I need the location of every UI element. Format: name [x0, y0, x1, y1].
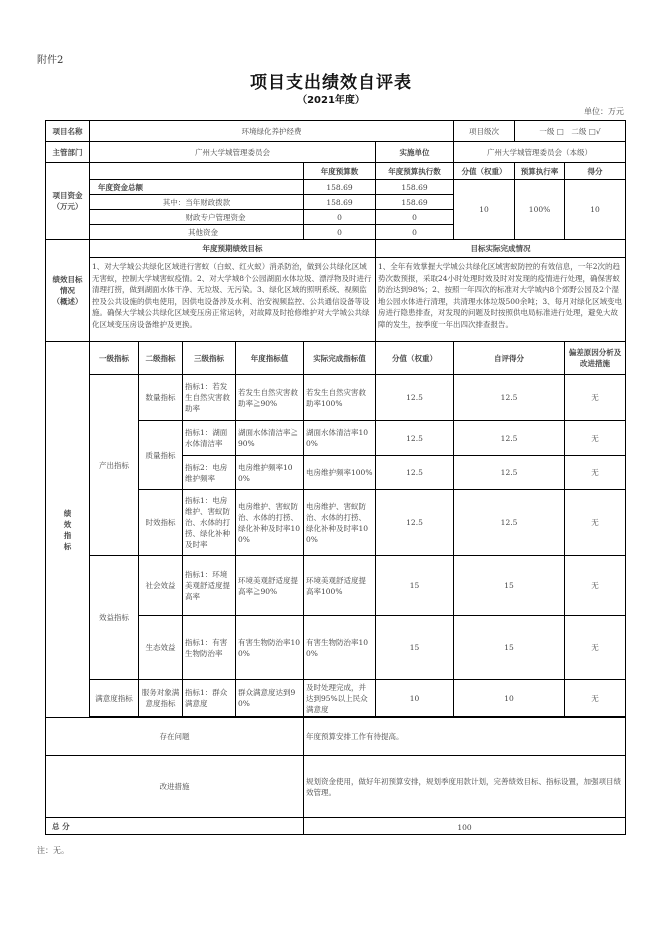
indicator-weight: 12.5 [376, 456, 454, 490]
indicator-actual: 电房维护频率100% [304, 456, 376, 490]
indicator-score: 12.5 [454, 421, 565, 456]
goals-expected-header: 年度预期绩效目标 [90, 240, 376, 258]
indicator-deviation: 无 [565, 421, 626, 456]
indicators-header-level2: 二级指标 [139, 342, 183, 375]
indicator-actual: 若发生自然灾害救助率100% [304, 375, 376, 421]
funds-header-executed: 年度预算执行数 [376, 163, 454, 180]
indicator-target: 群众满意度达到90% [236, 680, 304, 717]
total-label: 总 分 [46, 818, 304, 835]
indicator-level1-output: 产出指标 [90, 375, 139, 556]
dept-row [46, 142, 626, 163]
funds-row-executed: 0 [376, 210, 454, 225]
indicators-section-label [46, 342, 90, 718]
indicator-actual: 电房维护、害蚁防治、水体的打捞、绿化补种及时率100% [304, 490, 376, 556]
indicator-weight: 12.5 [376, 375, 454, 421]
project-level-label: 项目级次 [454, 121, 515, 142]
indicator-deviation: 无 [565, 456, 626, 490]
indicator-level3: 指标1：若发生自然灾害救助率 [183, 375, 236, 421]
indicators-label-char: 指 [63, 530, 72, 540]
measure-label: 改进措施 [46, 756, 304, 818]
funds-row-label: 其中：当年财政拨款 [90, 195, 304, 210]
funds-header-row [46, 163, 626, 180]
indicator-target: 湖面水体清洁率≧90% [236, 421, 304, 456]
project-level-value: 一级 □ 二级 □√ [515, 121, 626, 142]
indicator-weight: 12.5 [376, 490, 454, 556]
goals-label [46, 240, 90, 342]
funds-row-budget: 158.69 [304, 195, 376, 210]
indicator-weight: 15 [376, 616, 454, 680]
measure-text: 规划资金使用，做好年初预算安排，规划季度用款计划，完善绩效目标、指标设置，加强项目绩效管理。 [304, 756, 626, 818]
indicator-level2-social: 社会效益 [139, 556, 183, 616]
indicator-deviation: 无 [565, 375, 626, 421]
indicator-score: 15 [454, 616, 565, 680]
page-subtitle: （2021年度） [297, 95, 365, 106]
indicators-header-level1: 一级指标 [90, 342, 139, 375]
indicators-header-row [46, 342, 626, 375]
indicators-label-char: 效 [63, 519, 72, 529]
problem-label: 存在问题 [46, 718, 304, 756]
indicator-target: 若发生自然灾害救助率≧90% [236, 375, 304, 421]
indicator-level3: 指标1：有害生物防治率 [183, 616, 236, 680]
funds-header-score: 得分 [565, 163, 626, 180]
total-row [46, 818, 626, 835]
indicator-actual: 有害生物防治率100% [304, 616, 376, 680]
indicator-score: 12.5 [454, 490, 565, 556]
indicator-weight: 10 [376, 680, 454, 717]
indicator-score: 15 [454, 556, 565, 616]
funds-header-blank [90, 163, 304, 180]
indicator-deviation: 无 [565, 680, 626, 717]
funds-row-label: 其他资金 [90, 225, 304, 240]
funds-label-line2: （万元） [52, 202, 83, 211]
indicator-target: 电房维护频率100% [236, 456, 304, 490]
funds-header-weight: 分值（权重） [454, 163, 515, 180]
funds-label-line1: 项目资金 [52, 191, 83, 200]
goals-expected-text: 1、对大学城公共绿化区域进行害蚁（白蚁、红火蚁）消杀防治，做到公共绿化区域无害蚁，控制大学城害蚁疫情。2、对大学城8个公园湖面水体垃圾、漂浮物及时进行清理打捞，做到湖面水体干净、无垃圾、无污染。3、绿化区域的照明系统、视频监控及公共设施的供电使用，因供电设备涉及水利、治安视频监控、公共通信设备等设施。确保大学城公共绿化区域变压房正常运转，对故障及时抢修维护对大学城公共绿化区域变压房设备维护及更换。 [90, 258, 376, 342]
project-name-row [46, 121, 626, 142]
goals-text-row [46, 258, 626, 342]
indicator-target: 有害生物防治率100% [236, 616, 304, 680]
indicator-level3: 指标2：电房维护频率 [183, 456, 236, 490]
funds-row-budget: 0 [304, 210, 376, 225]
funds-row-executed: 158.69 [376, 195, 454, 210]
problem-row [46, 718, 626, 756]
indicator-row [46, 375, 626, 421]
funds-row [46, 180, 626, 195]
funds-row-budget: 158.69 [304, 180, 376, 195]
footer-note: 注：无。 [37, 846, 69, 855]
indicator-row [46, 680, 626, 717]
indicator-level1-benefit: 效益指标 [90, 556, 139, 680]
goals-label-line2: 情况 [60, 286, 75, 295]
funds-exec-rate: 100% [515, 180, 565, 240]
evaluation-table [45, 120, 626, 835]
funds-row-executed: 158.69 [376, 180, 454, 195]
indicator-level3: 指标1：群众满意度 [183, 680, 236, 717]
indicator-deviation: 无 [565, 490, 626, 556]
funds-header-rate: 预算执行率 [515, 163, 565, 180]
indicator-row [46, 556, 626, 616]
indicator-score: 12.5 [454, 456, 565, 490]
unit-label: 单位：万元 [584, 107, 624, 116]
indicator-level2-service: 服务对象满意度指标 [139, 680, 183, 717]
indicators-header-score: 自评得分 [454, 342, 565, 375]
indicator-level2-quality: 质量指标 [139, 421, 183, 490]
indicator-target: 环境美观舒适度提高率≧90% [236, 556, 304, 616]
indicators-header-actual: 实际完成指标值 [304, 342, 376, 375]
indicator-level2-quantity: 数量指标 [139, 375, 183, 421]
indicator-level2-ecological: 生态效益 [139, 616, 183, 680]
indicator-deviation: 无 [565, 556, 626, 616]
indicator-actual: 湖面水体清洁率100% [304, 421, 376, 456]
funds-weight: 10 [454, 180, 515, 240]
indicator-target: 电房维护、害蚁防治、水体的打捞、绿化补种及时率100% [236, 490, 304, 556]
goals-label-line3: （概述） [52, 297, 83, 306]
attachment-label: 附件2 [37, 55, 64, 66]
indicator-score: 10 [454, 680, 565, 717]
indicators-label-char: 绩 [63, 508, 72, 518]
goals-label-line1: 绩效目标 [52, 275, 83, 284]
indicators-label-char: 标 [63, 541, 72, 551]
funds-row-budget: 0 [304, 225, 376, 240]
funds-label [46, 163, 90, 240]
total-value: 100 [304, 818, 626, 835]
funds-row-executed: 0 [376, 225, 454, 240]
problem-text: 年度预算安排工作有待提高。 [304, 718, 626, 756]
indicator-actual: 及时处理完成，并达到95%以上民众满意度 [304, 680, 376, 717]
project-name-value: 环境绿化养护经费 [90, 121, 454, 142]
indicators-header-deviation: 偏差原因分析及改进措施 [565, 342, 626, 375]
funds-header-budget: 年度预算数 [304, 163, 376, 180]
dept-value: 广州大学城管理委员会 [90, 142, 376, 163]
indicator-level3: 指标1：环境美观舒适度提高率 [183, 556, 236, 616]
indicator-score: 12.5 [454, 375, 565, 421]
page-title: 项目支出绩效自评表 [250, 73, 412, 93]
indicator-actual: 环境美观舒适度提高率100% [304, 556, 376, 616]
project-name-label: 项目名称 [46, 121, 90, 142]
dept-label: 主管部门 [46, 142, 90, 163]
indicator-level3: 指标1：湖面水体清洁率 [183, 421, 236, 456]
indicator-level3: 指标1：电房维护、害蚁防治、水体的打捞、绿化补种及时率 [183, 490, 236, 556]
funds-score: 10 [565, 180, 626, 240]
impl-value: 广州大学城管理委员会（本级） [454, 142, 626, 163]
measure-row [46, 756, 626, 818]
indicators-header-target: 年度指标值 [236, 342, 304, 375]
impl-label: 实施单位 [376, 142, 454, 163]
funds-row-label: 财政专户管理资金 [90, 210, 304, 225]
indicator-level2-timeliness: 时效指标 [139, 490, 183, 556]
indicator-deviation: 无 [565, 616, 626, 680]
indicator-weight: 15 [376, 556, 454, 616]
goals-actual-header: 目标实际完成情况 [376, 240, 626, 258]
indicators-header-weight: 分值（权重） [376, 342, 454, 375]
indicators-header-level3: 三级指标 [183, 342, 236, 375]
indicator-level1-satisfaction: 满意度指标 [90, 680, 139, 717]
goals-actual-text: 1、全年有效掌握大学城公共绿化区域害蚁防控的有效信息，一年2次的趋势次数预报，采取24小时处理时效及时对发现的疫情进行处理，确保害蚁防治达到98%；2、按照一年四次的标准对大学城内8个郊野公园及2个湿地公园水体进行清理，共清理水体垃圾500余吨；3、每月对绿化区域变电房进行隐患排查，对发现的问题及时按照供电局标准进行处理，避免大故障的发生，按季度一年出四次排查报告。 [376, 258, 626, 342]
funds-row-label: 年度资金总额 [90, 180, 304, 195]
indicator-weight: 12.5 [376, 421, 454, 456]
goals-header-row [46, 240, 626, 258]
